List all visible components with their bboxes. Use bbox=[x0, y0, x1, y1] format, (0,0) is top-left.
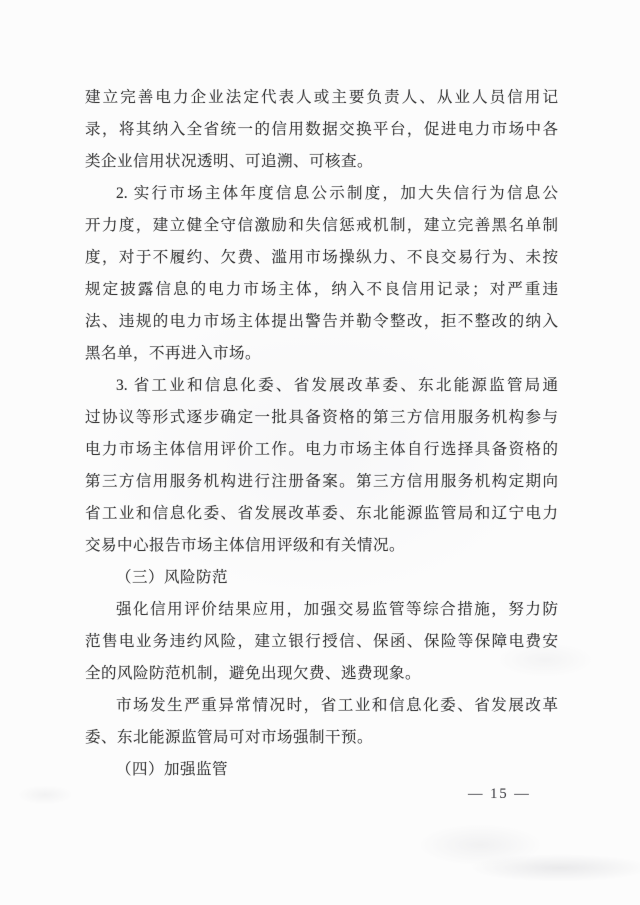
text-line: 电力市场主体信用评价工作。电力市场主体自行选择具备资格的 bbox=[85, 441, 558, 458]
text-line: 范售电业务违约风险，建立银行授信、保函、保险等保障电费安 bbox=[85, 633, 558, 650]
text-line: 度，对于不履约、欠费、滥用市场操纵力、不良交易行为、未按 bbox=[85, 249, 558, 266]
text-line: 强化信用评价结果应用，加强交易监管等综合措施，努力防 bbox=[116, 601, 558, 618]
document-body bbox=[85, 82, 558, 786]
text-line: 市场发生严重异常情况时，省工业和信息化委、省发展改革 bbox=[116, 697, 558, 714]
text-line: 省工业和信息化委、省发展改革委、东北能源监管局和辽宁电力 bbox=[85, 505, 558, 522]
paragraph-item-3 bbox=[85, 370, 558, 562]
text-line: 委、东北能源监管局可对市场强制干预。 bbox=[85, 729, 374, 746]
text-line: 类企业信用状况透明、可追溯、可核查。 bbox=[85, 153, 374, 170]
paragraph-risk-1 bbox=[85, 594, 558, 690]
text-line: 过协议等形式逐步确定一批具备资格的第三方信用服务机构参与 bbox=[85, 409, 558, 426]
paragraph-item-2 bbox=[85, 178, 558, 370]
text-line: 2. 实行市场主体年度信息公示制度，加大失信行为信息公 bbox=[116, 185, 558, 202]
text-line: 开力度，建立健全守信激励和失信惩戒机制，建立完善黑名单制 bbox=[85, 217, 558, 234]
text-line: 规定披露信息的电力市场主体，纳入不良信用记录；对严重违 bbox=[85, 281, 558, 298]
section-heading-3 bbox=[85, 562, 558, 594]
heading-line: （四）加强监管 bbox=[116, 761, 229, 778]
text-line: 录，将其纳入全省统一的信用数据交换平台，促进电力市场中各 bbox=[85, 121, 558, 138]
text-line: 第三方信用服务机构进行注册备案。第三方信用服务机构定期向 bbox=[85, 473, 558, 490]
section-heading-4 bbox=[85, 754, 558, 786]
heading-line: （三）风险防范 bbox=[116, 569, 229, 586]
text-line: 交易中心报告市场主体信用评级和有关情况。 bbox=[85, 537, 406, 554]
text-line: 3. 省工业和信息化委、省发展改革委、东北能源监管局通 bbox=[116, 377, 558, 394]
text-line: 全的风险防范机制，避免出现欠费、逃费现象。 bbox=[85, 665, 422, 682]
paragraph-continuation bbox=[85, 82, 558, 178]
page-number: — 15 — bbox=[468, 786, 531, 802]
paragraph-risk-2 bbox=[85, 690, 558, 754]
text-line: 黑名单，不再进入市场。 bbox=[85, 345, 262, 362]
text-line: 建立完善电力企业法定代表人或主要负责人、从业人员信用记 bbox=[85, 89, 558, 106]
text-line: 法、违规的电力市场主体提出警告并勒令整改，拒不整改的纳入 bbox=[85, 313, 558, 330]
